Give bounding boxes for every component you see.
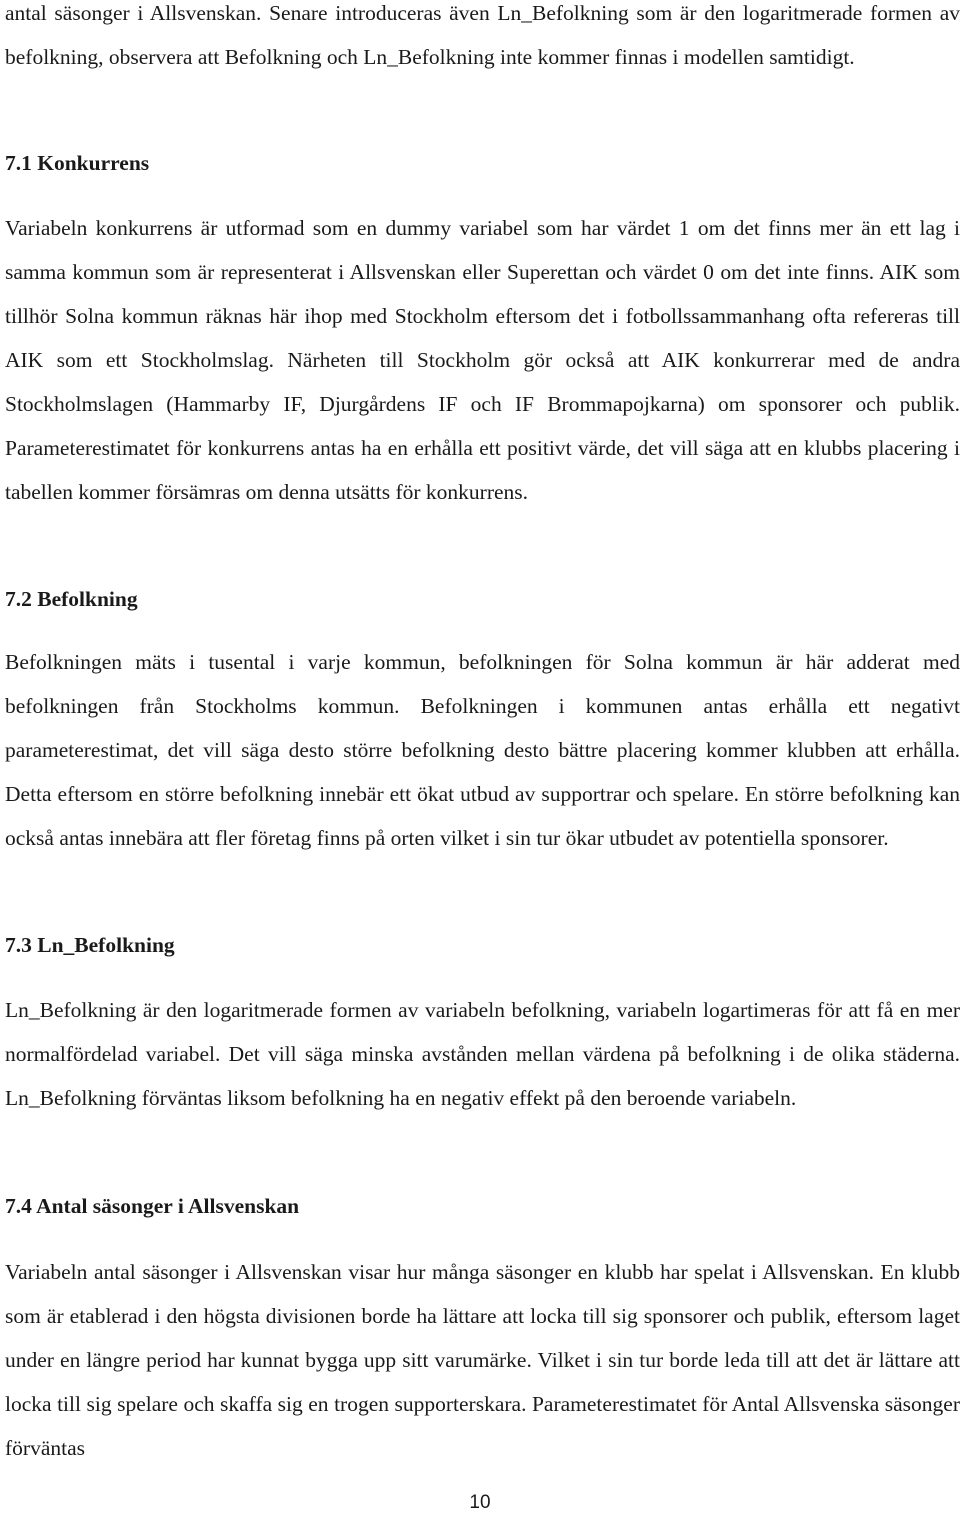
page-number: 10 [469, 1492, 491, 1513]
section-ln-befolkning-heading-block [5, 923, 960, 967]
section-antal-sasonger-heading-block [5, 1184, 960, 1228]
intro-paragraph: antal säsonger i Allsvenskan. Senare introduceras även Ln_Befolkning som är den logaritmerade formen av befolkning, observera att Befolkning och Ln_Befolkning inte kommer finnas i modellen samtidigt. [5, 1, 960, 69]
section-ln-befolkning-body-block [5, 988, 960, 1120]
section-heading-befolkning: 7.2 Befolkning [5, 587, 138, 611]
section-konkurrens-heading-block [5, 141, 960, 185]
section-befolkning-body-block [5, 640, 960, 860]
section-konkurrens-body-block [5, 206, 960, 514]
section-body-konkurrens: Variabeln konkurrens är utformad som en dummy variabel som har värdet 1 om det finns mer än ett lag i samma kommun som är representerat i Allsvenskan eller Superettan och värdet 0 om det inte finns. AIK som tillhör Solna kommun räknas här ihop med Stockholm eftersom det i fotbollssammanhang ofta refereras till AIK som ett Stockholmslag. Närheten till Stockholm gör också att AIK konkurrerar med de andra Stockholmslagen (Hammarby IF, Djurgårdens IF och IF Brommapojkarna) om sponsorer och publik. Parameterestimatet för konkurrens antas ha en erhålla ett positivt värde, det vill säga att en klubbs placering i tabellen kommer försämras om denna utsätts för konkurrens. [5, 216, 960, 504]
intro-paragraph-block [5, 0, 960, 79]
section-befolkning-heading-block [5, 577, 960, 621]
section-heading-konkurrens: 7.1 Konkurrens [5, 151, 150, 175]
section-antal-sasonger-body-block [5, 1250, 960, 1470]
section-heading-antal-sasonger: 7.4 Antal säsonger i Allsvenskan [5, 1194, 300, 1218]
section-body-ln-befolkning: Ln_Befolkning är den logaritmerade formen av variabeln befolkning, variabeln logartimeras för att få en mer normalfördelad variabel. Det vill säga minska avstånden mellan värdena på befolkning i de olika städerna. Ln_Befolkning förväntas liksom befolkning ha en negativ effekt på den beroende variabeln. [5, 998, 960, 1110]
section-heading-ln-befolkning: 7.3 Ln_Befolkning [5, 933, 175, 957]
section-body-antal-sasonger: Variabeln antal säsonger i Allsvenskan visar hur många säsonger en klubb har spelat i Allsvenskan. En klubb som är etablerad i den högsta divisionen borde ha lättare att locka till sig sponsorer och publik, eftersom laget under en längre period har kunnat bygga upp sitt varumärke. Vilket i sin tur borde leda till att det är lättare att locka till sig spelare och skaffa sig en trogen supporterskara. Parameterestimatet för Antal Allsvenska säsonger förväntas [5, 1260, 960, 1460]
section-body-befolkning: Befolkningen mäts i tusental i varje kommun, befolkningen för Solna kommun är här adderat med befolkningen från Stockholms kommun. Befolkningen i kommunen antas erhålla ett negativt parameterestimat, det vill säga desto större befolkning desto bättre placering kommer klubben att erhålla. Detta eftersom en större befolkning innebär ett ökat utbud av supportrar och spelare. En större befolkning kan också antas innebära att fler företag finns på orten vilket i sin tur ökar utbudet av potentiella sponsorer. [5, 650, 960, 850]
